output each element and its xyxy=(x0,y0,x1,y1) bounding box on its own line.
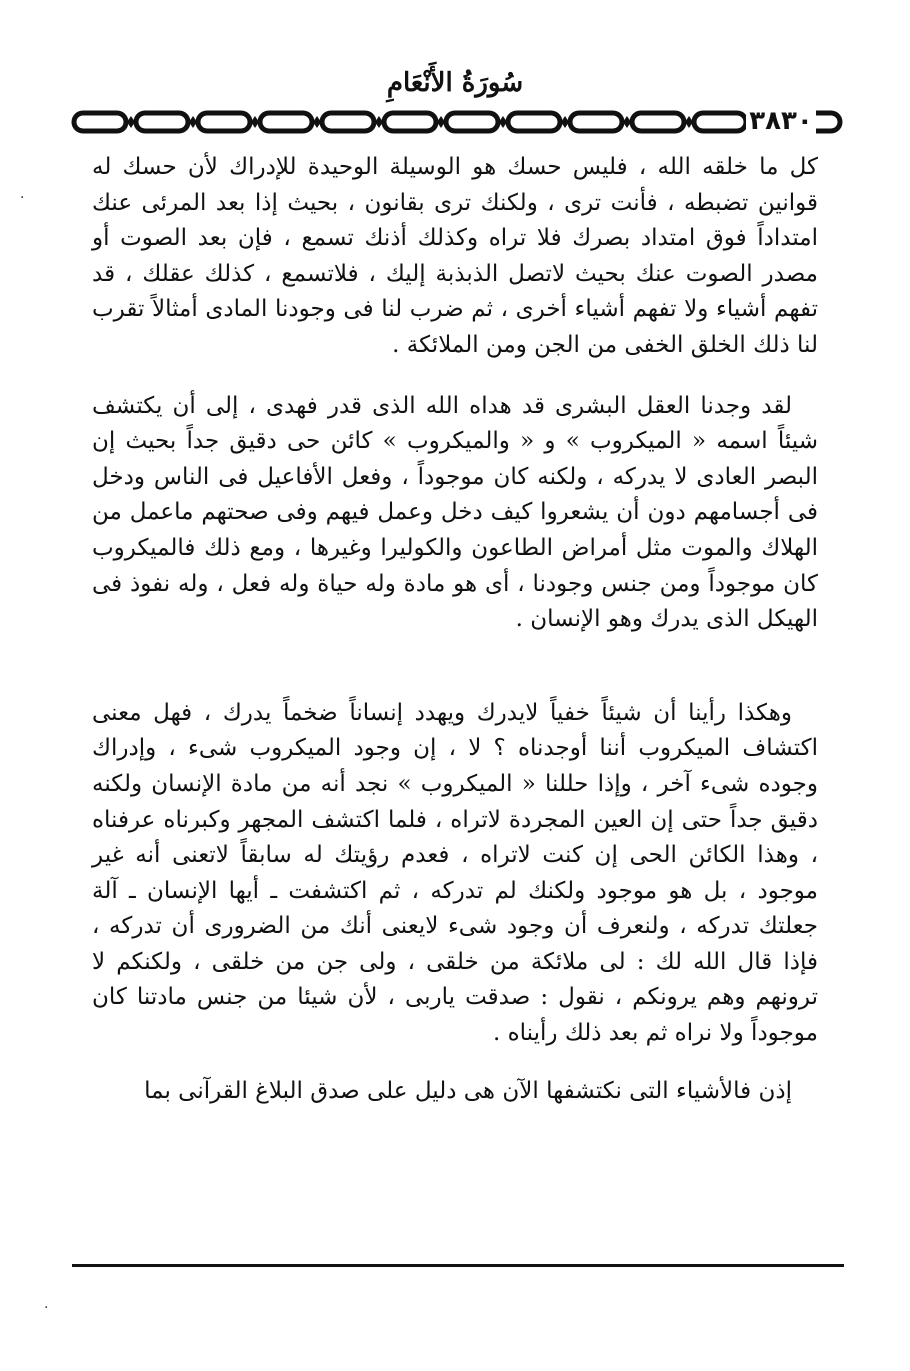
chain-link xyxy=(632,113,684,131)
footer-rule xyxy=(72,1264,844,1267)
chain-ornament xyxy=(74,113,840,131)
chain-link xyxy=(694,113,746,131)
chain-link xyxy=(384,113,436,131)
diamond-icon xyxy=(437,116,445,128)
chain-link xyxy=(198,113,250,131)
diamond-icon xyxy=(313,116,321,128)
ornamental-header-band xyxy=(70,105,845,139)
diamond-icon xyxy=(375,116,383,128)
chain-link xyxy=(136,113,188,131)
paragraph-4: إذن فالأشياء التى نكتشفها الآن هى دليل على صدق البلاغ القرآنى بما xyxy=(144,1077,792,1104)
paragraph-2: لقد وجدنا العقل البشرى قد هداه الله الذى قدر فهدى ، إلى أن يكتشف شيئاً اسمه « الميكروب » و « والميكروب » كائن حى دقيق جداً بحيث إن البصر العادى لا يدركه ، ولكنه كان موجوداً ، وفعل الأفاعيل فى الناس ودخل فى أجسامهم دون أن يشعروا كيف دخل وعمل فيهم وفى صحتهم ماعمل من الهلاك والموت مثل أمراض الطاعون والكوليرا وغيرها ، ومع ذلك فالميكروب كان موجوداً ومن جنس وجودنا ، أى هو مادة وله حياة وله فعل ، وله نفوذ فى الهيكل الذى يدرك وهو الإنسان . xyxy=(92,392,818,633)
scan-speck: · xyxy=(20,190,25,206)
diamond-icon xyxy=(499,116,507,128)
paragraph-1: كل ما خلقه الله ، فليس حسك هو الوسيلة الوحيدة للإدراك لأن حسك له قوانين تضبطه ، فأنت ترى ، ولكنك ترى بقانون ، بحيث إذا بعد المرئى عنك امتداداً فوق امتداد بصرك فلا تراه وكذلك أذنك تسمع ، فإن بعد الصوت أو مصدر الصوت عنك بحيث لاتصل الذبذبة إليك ، فلاتسمع ، كذلك عقلك ، قد تفهم أشياء ولا تفهم أشياء أخرى ، ثم ضرب لنا فى وجودنا المادى أمثالاً تقرب لنا ذلك الخلق الخفى من الجن ومن الملائكة . xyxy=(92,154,818,358)
diamond-icon xyxy=(189,116,197,128)
diamond-icon xyxy=(561,116,569,128)
page-body xyxy=(92,150,818,1109)
page-number: ٣٨٣٠ xyxy=(746,106,816,136)
diamond-icon xyxy=(623,116,631,128)
diamond-icon xyxy=(251,116,259,128)
scan-speck: · xyxy=(44,1300,49,1316)
diamond-icon xyxy=(127,116,135,128)
surah-title: سُورَةُ الأَنْعَامِ xyxy=(386,68,524,98)
chain-link xyxy=(508,113,560,131)
paragraph-3: وهكذا رأينا أن شيئاً خفياً لايدرك ويهدد إنساناً ضخماً يدرك ، فهل معنى اكتشاف الميكروب أننا أوجدناه ؟ لا ، إن وجود الميكروب شىء ، وإدراك وجوده شىء آخر ، وإذا حللنا « الميكروب » نجد أنه من مادة الإنسان ولكنه دقيق جداً حتى إن العين المجردة لاتراه ، فلما اكتشف المجهر وكبرناه عرفناه ، وهذا الكائن الحى إن كنت لاتراه ، فعدم رؤيتك له سابقاً لاتعنى أنه غير موجود ، بل هو موجود ولكنك لم تدركه ، ثم اكتشفت ـ أيها الإنسان ـ آلة جعلتك تدركه ، ولنعرف أن وجود شىء لايعنى أنك من الضرورى أن تدركه ، فإذا قال الله لك : لى ملائكة من خلقى ، ولى جن من خلقى ، ولكنكم لا ترونهم وهم يرونكم ، نقول : صدقت ياربى ، لأن شيئا من جنس مادتنا كان موجوداً ولا نراه ثم بعد ذلك رأيناه . xyxy=(92,699,818,1047)
chain-link xyxy=(74,113,126,131)
chain-link xyxy=(322,113,374,131)
diamond-icon xyxy=(685,116,693,128)
chain-link xyxy=(260,113,312,131)
chain-link xyxy=(570,113,622,131)
chain-link xyxy=(446,113,498,131)
